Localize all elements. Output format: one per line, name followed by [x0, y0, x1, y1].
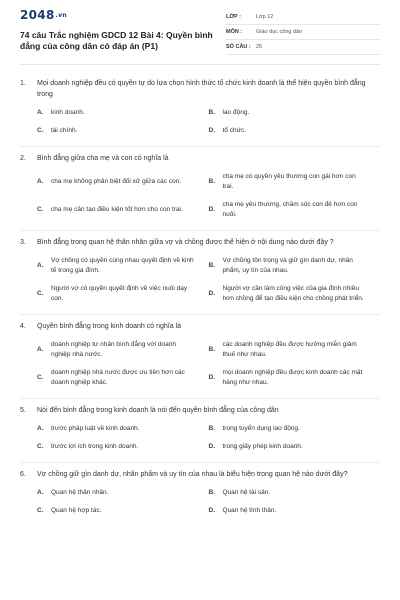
- answer-option[interactable]: [209, 284, 381, 304]
- answer-option[interactable]: [37, 488, 209, 498]
- option-text: lao động.: [222, 109, 250, 116]
- question-divider: [20, 314, 380, 315]
- header-divider: [20, 64, 380, 65]
- option-text: tài chính.: [51, 127, 78, 134]
- logo-main-text: 2048: [20, 8, 55, 22]
- meta-key: LỚP :: [226, 14, 241, 20]
- meta-row-class: [226, 10, 380, 25]
- option-text: trong giấy phép kinh doanh.: [222, 443, 303, 450]
- option-text: Vợ chồng tôn trọng và giữ gìn danh dự, nhân phẩm, uy tín của nhau.: [222, 257, 353, 274]
- answer-option[interactable]: [209, 340, 381, 360]
- option-text: các doanh nghiệp đều được hưởng miễn giảm thuế như nhau.: [222, 341, 357, 358]
- answer-options: [20, 424, 380, 452]
- option-text: cha mẹ cần tạo điều kiện tốt hơn cho con trai.: [51, 206, 183, 213]
- option-text: Quan hệ thân nhân.: [51, 489, 109, 496]
- answer-option[interactable]: [209, 200, 381, 220]
- answer-option[interactable]: [37, 424, 209, 434]
- question-text: Bình đẳng trong quan hệ thân nhân giữa vợ và chồng được thể hiện ở nội dung nào dưới đây ?: [37, 239, 334, 246]
- question-number: 3.: [20, 239, 26, 246]
- question-text: Quyền bình đẳng trong kinh doanh có nghĩa là: [37, 323, 181, 330]
- question-divider: [20, 462, 380, 463]
- option-text: tổ chức.: [222, 127, 246, 134]
- option-letter: D.: [208, 206, 215, 213]
- option-text: doanh nghiệp nhà nước được ưu tiên hơn các doanh nghiệp khác.: [51, 369, 185, 386]
- answer-options: [20, 256, 380, 304]
- question-divider: [20, 398, 380, 399]
- option-text: Người vợ có quyền quyết định về việc nuôi dạy con.: [51, 285, 188, 302]
- question-item: [20, 469, 380, 516]
- question-number: 6.: [20, 471, 26, 478]
- answer-option[interactable]: [209, 424, 381, 434]
- option-letter: C.: [37, 374, 44, 381]
- option-text: trước pháp luật về kinh doanh.: [51, 425, 140, 432]
- answer-option[interactable]: [37, 256, 209, 276]
- option-letter: A.: [37, 425, 44, 432]
- meta-key: MÔN :: [226, 29, 243, 35]
- question-number: 2.: [20, 155, 26, 162]
- meta-value: Giáo dục công dân: [256, 29, 303, 35]
- question-item: [20, 78, 380, 147]
- answer-option[interactable]: [209, 506, 381, 516]
- answer-option[interactable]: [209, 442, 381, 452]
- answer-option[interactable]: [209, 108, 381, 118]
- question-item: [20, 321, 380, 399]
- option-letter: A.: [37, 346, 44, 353]
- option-letter: B.: [208, 262, 215, 269]
- option-text: cha mẹ có quyền yêu thương con gái hơn con trai.: [222, 173, 356, 190]
- question-text: Mọi doanh nghiệp đều có quyền tự do lựa chọn hình thức tổ chức kinh doanh là thể hiện quyền bình đẳng trong: [37, 80, 366, 98]
- option-text: Quan hệ tài sản.: [222, 489, 271, 496]
- question-number: 5.: [20, 407, 26, 414]
- option-letter: D.: [208, 443, 215, 450]
- option-letter: A.: [37, 489, 44, 496]
- answer-option[interactable]: [209, 256, 381, 276]
- question-stem: [20, 153, 380, 164]
- option-letter: C.: [37, 127, 44, 134]
- question-number: 4.: [20, 323, 26, 330]
- answer-option[interactable]: [37, 284, 209, 304]
- option-letter: B.: [208, 425, 215, 432]
- answer-option[interactable]: [209, 172, 381, 192]
- option-text: cha mẹ không phân biệt đối xử giữa các con.: [51, 178, 182, 185]
- option-letter: B.: [208, 178, 215, 185]
- page-title: 74 câu Trắc nghiệm GDCD 12 Bài 4: Quyền bình đẳng của công dân có đáp án (P1): [20, 30, 213, 51]
- meta-row-subject: [226, 25, 380, 40]
- answer-option[interactable]: [37, 200, 209, 220]
- option-letter: B.: [208, 109, 215, 116]
- option-letter: D.: [208, 127, 215, 134]
- answer-option[interactable]: [37, 506, 209, 516]
- answer-option[interactable]: [209, 488, 381, 498]
- meta-row-question-count: [226, 40, 380, 55]
- meta-value: 25: [256, 44, 263, 50]
- question-item: [20, 237, 380, 315]
- option-text: doanh nghiệp tư nhân bình đẳng với doanh nghiệp nhà nước.: [51, 341, 176, 358]
- option-letter: B.: [208, 489, 215, 496]
- answer-options: [20, 108, 380, 136]
- meta-key: SỐ CÂU :: [226, 44, 251, 50]
- logo-tld-text: .vn: [55, 12, 67, 19]
- option-letter: D.: [208, 374, 215, 381]
- option-letter: B.: [208, 346, 215, 353]
- option-text: mọi doanh nghiệp đều được kinh doanh các mặt hàng như nhau.: [222, 369, 363, 386]
- question-number: 1.: [20, 80, 26, 87]
- site-logo[interactable]: [20, 8, 67, 22]
- option-text: Quan hệ tình thân.: [222, 507, 277, 514]
- question-item: [20, 405, 380, 463]
- answer-options: [20, 340, 380, 388]
- question-stem: [20, 405, 380, 416]
- question-stem: [20, 321, 380, 332]
- option-letter: A.: [37, 109, 44, 116]
- page-header: [0, 0, 400, 60]
- question-list: [20, 78, 380, 522]
- question-text: Vợ chồng giữ gìn danh dự, nhân phẩm và uy tín của nhau là biểu hiện trong quan hệ nào dưới đây?: [37, 471, 348, 478]
- answer-options: [20, 488, 380, 516]
- option-text: cha mẹ yêu thương, chăm sóc con đẻ hơn con nuôi.: [222, 201, 358, 218]
- option-text: Quan hệ hợp tác.: [51, 507, 102, 514]
- option-text: trong tuyển dụng lao động.: [222, 425, 300, 432]
- option-text: kinh doanh.: [51, 109, 85, 116]
- answer-option[interactable]: [209, 126, 381, 136]
- option-letter: C.: [37, 206, 44, 213]
- question-stem: [20, 237, 380, 248]
- meta-info-panel: [226, 10, 380, 55]
- answer-option[interactable]: [37, 172, 209, 192]
- answer-option[interactable]: [37, 108, 209, 118]
- option-text: Người vợ cần làm công việc của gia đình nhiều hơn chồng để tạo điều kiện cho chồng phát triển.: [222, 285, 364, 302]
- meta-value: Lớp 12: [256, 14, 274, 20]
- answer-option[interactable]: [37, 126, 209, 136]
- answer-option[interactable]: [37, 340, 209, 360]
- question-divider: [20, 146, 380, 147]
- question-item: [20, 153, 380, 231]
- question-text: Nói đến bình đẳng trong kinh doanh là nói đến quyền bình đẳng của công dân: [37, 407, 279, 414]
- question-text: Bình đẳng giữa cha mẹ và con có nghĩa là: [37, 155, 169, 162]
- answer-option[interactable]: [209, 368, 381, 388]
- option-text: Vợ chồng có quyền cùng nhau quyết định về kinh tế trong gia đình.: [51, 257, 194, 274]
- question-stem: [20, 78, 380, 100]
- answer-options: [20, 172, 380, 220]
- option-letter: C.: [37, 507, 44, 514]
- answer-option[interactable]: [37, 368, 209, 388]
- option-letter: C.: [37, 290, 44, 297]
- option-letter: A.: [37, 178, 44, 185]
- option-letter: D.: [208, 507, 215, 514]
- question-divider: [20, 230, 380, 231]
- question-stem: [20, 469, 380, 480]
- option-letter: A.: [37, 262, 44, 269]
- option-letter: C.: [37, 443, 44, 450]
- option-letter: D.: [208, 290, 215, 297]
- option-text: trước lợi ích trong kinh doanh.: [51, 443, 139, 450]
- answer-option[interactable]: [37, 442, 209, 452]
